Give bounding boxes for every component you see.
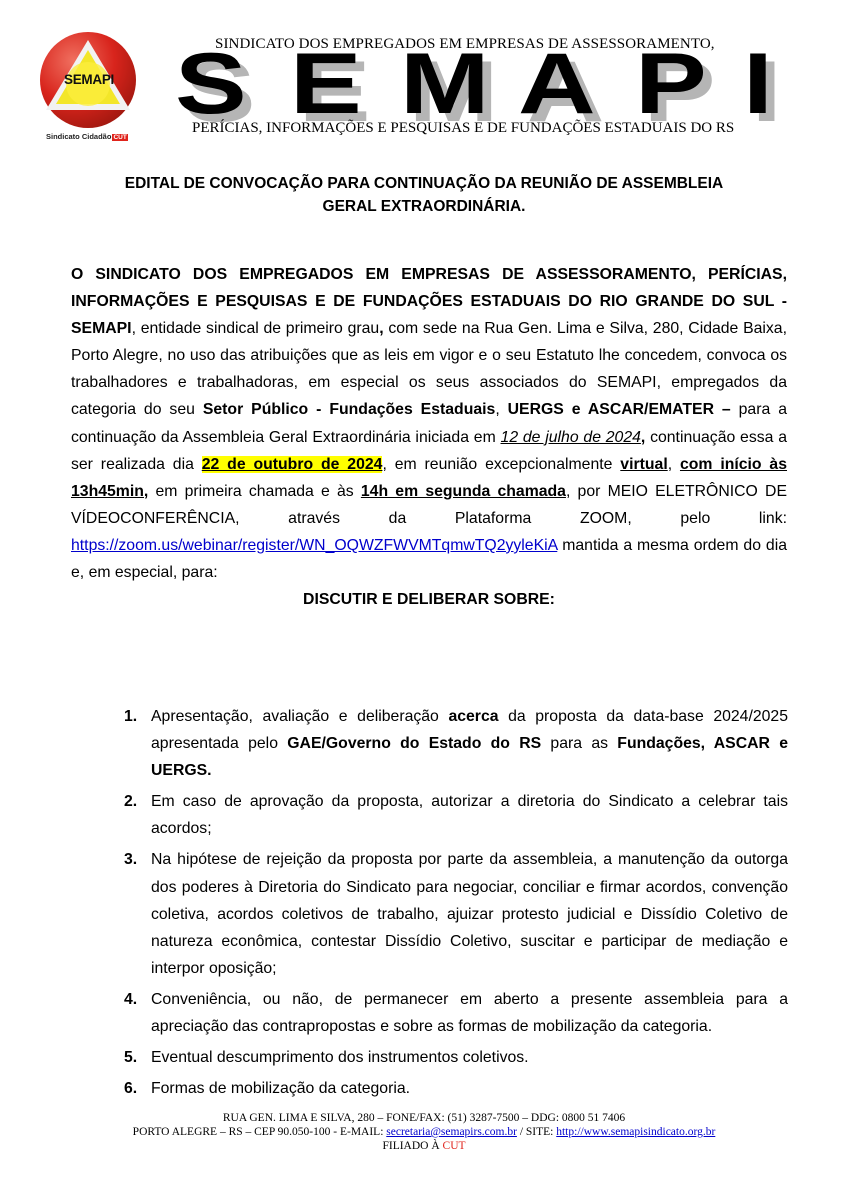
email-link[interactable]: secretaria@semapirs.com.br [386,1126,517,1138]
footer-affiliation [60,1139,788,1153]
letterhead-top-line: SINDICATO DOS EMPREGADOS EM EMPRESAS DE ASSESSORAMENTO, [215,36,715,52]
agenda-text-span: Em caso de aprovação da proposta, autorizar a diretoria do Sindicato a celebrar tais acordos; [151,793,788,838]
text-span: , [667,455,680,473]
text-span: , [379,320,384,338]
agenda-item-text [151,793,788,837]
agenda-list [124,703,788,1106]
second-call-time: 14h em segunda chamada [360,482,566,500]
footer-text: FILIADO À [382,1140,443,1152]
footer-text: / SITE: [516,1126,557,1138]
agenda-item-text [151,851,788,976]
letterhead-footer [60,1111,788,1153]
start-date: 12 de julho de 2024 [500,428,641,446]
agenda-item-number: 6. [124,1080,138,1098]
org-name: O SINDICATO DOS EMPREGADOS EM EMPRESAS DE ASSESSORAMENTO, PERÍCIAS, INFORMAÇÕES E PESQUISAS E DE FUNDAÇÕES ESTADUAIS DO RIO GRANDE DO SUL - SEMAPI [71,266,787,338]
start-time: com início às 13h45min, [71,455,788,500]
agenda-item [124,788,788,842]
footer-address-line: RUA GEN. LIMA E SILVA, 280 – FONE/FAX: (51) 3287-7500 – DDG: 0800 51 7406 [222,1112,626,1124]
letterhead-bottom-line: PERÍCIAS, INFORMAÇÕES E PESQUISAS E DE FUNDAÇÕES ESTADUAIS DO RS [192,120,735,136]
uergs-ascar: UERGS e ASCAR/EMATER – [507,401,731,419]
text-span: continuação essa a ser realizada dia [71,428,787,473]
agenda-item [124,1075,788,1102]
agenda-item-text [151,991,788,1035]
agenda-item [124,986,788,1040]
text-span: , por MEIO ELETRÔNICO DE VÍDEOCONFERÊNCIA, através da Plataforma ZOOM, pelo link: [71,482,787,527]
agenda-text-span: Formas de mobilização da categoria. [151,1080,411,1098]
text-span: para a continuação da Assembleia Geral Extraordinária iniciada em [71,401,787,446]
logo-tagline-text: Sindicato Cidadão [46,132,112,141]
agenda-item [124,703,788,784]
wordmark-letter: I [743,36,773,132]
convocation-paragraph [71,261,787,613]
text-span: em primeira chamada e às [148,482,361,500]
cut-affiliation: CUT [442,1140,466,1152]
wordmark-letter: A [518,36,596,132]
agenda-text-span: Na hipótese de rejeição da proposta por parte da assembleia, a manutenção da outorga dos poderes à Diretoria do Sindicato para negociar, conciliar e firmar acordos, convenção coletiva, acordos coletivos de trabalho, ajuizar protesto judicial e Dissídio Coletivo de natureza econômica, contestar Dissídio Coletivo, suscitar e participar de mediação e interpor oposição; [151,851,788,977]
agenda-item [124,1044,788,1071]
agenda-text-span: para as [541,735,618,753]
agenda-item-number: 2. [124,793,138,811]
paragraph-text [71,261,787,586]
section-heading: DISCUTIR E DELIBERAR SOBRE: [303,591,555,609]
title-line-2: GERAL EXTRAORDINÁRIA. [322,198,526,215]
footer-text: PORTO ALEGRE – RS – CEP 90.050-100 - E-MAIL: [132,1126,387,1138]
text-span: , [640,428,646,446]
document-title [60,172,788,218]
logo-tagline [46,132,128,141]
agenda-text-span: Conveniência, ou não, de permanecer em aberto a presente assembleia para a apreciação das contrapropostas e sobre as formas de mobilização da categoria. [151,990,788,1036]
meeting-date: 22 de outubro de 2024 [201,455,383,473]
text-span: mantida a mesma ordem do dia e, em especial, para: [71,536,787,582]
wordmark-letter: S [175,36,247,132]
text-span: , em reunião excepcionalmente [382,455,621,473]
agenda-item-number: 1. [124,708,138,725]
text-span: , [495,401,508,419]
text-span: , entidade sindical de primeiro grau [131,320,380,338]
agenda-item-text [151,1049,529,1066]
title-line-1: EDITAL DE CONVOCAÇÃO PARA CONTINUAÇÃO DA REUNIÃO DE ASSEMBLEIA [124,175,724,192]
agenda-item-number: 5. [124,1049,138,1067]
agenda-item-text [151,1080,410,1097]
agenda-emphasis: acerca [448,708,499,725]
agenda-emphasis: GAE/Governo do Estado do RS [287,735,542,753]
agenda-item-text [151,708,788,779]
agenda-item-number: 4. [124,990,138,1008]
zoom-registration-link[interactable]: https://zoom.us/webinar/register/WN_OQWZFWVMTqmwTQ2yyleKiA [71,536,558,554]
wordmark-letter: M [400,36,490,132]
agenda-text-span: Eventual descumprimento dos instrumentos coletivos. [151,1049,529,1067]
agenda-item [124,846,788,981]
agenda-emphasis: Fundações, ASCAR e UERGS. [151,735,788,780]
virtual-label: virtual [620,455,668,473]
text-span: com sede na Rua Gen. Lima e Silva, 280, Cidade Baixa, Porto Alegre, no uso das atribuições que as leis em vigor e o seu Estatuto lhe concedem, convoca os trabalhadores e trabalhadoras, em especial os seus associados do SEMAPI, empregados da categoria do seu [71,320,787,419]
cut-badge: CUT [113,134,127,141]
agenda-text-span: Apresentação, avaliação e deliberação [151,708,449,725]
footer-contact-line [60,1125,788,1139]
website-link[interactable]: http://www.semapisindicato.org.br [556,1126,716,1138]
sector-name: Setor Público - Fundações Estaduais [202,401,496,419]
logo-text: SEMAPI [64,72,114,87]
semapi-logo [38,32,138,142]
agenda-text-span: da proposta da data-base 2024/2025 apresentada pelo [151,708,789,753]
agenda-item-number: 3. [124,851,138,869]
wordmark-letter: P [635,36,707,132]
wordmark-letter: E [290,36,362,132]
